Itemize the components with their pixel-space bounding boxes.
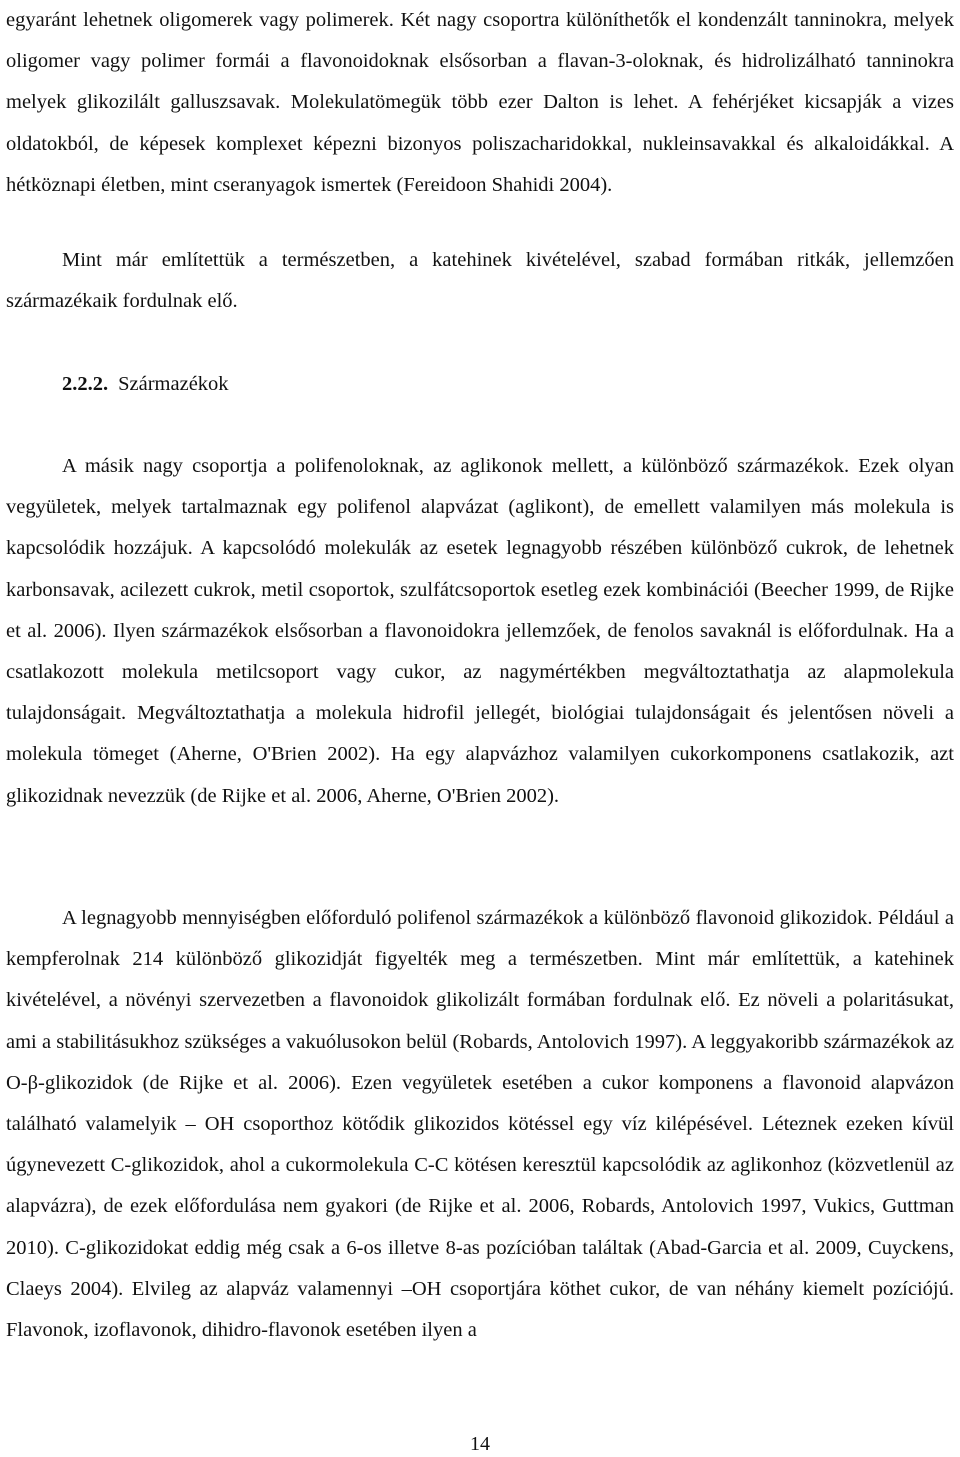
section-heading	[62, 366, 229, 402]
section-title: Származékok	[118, 373, 229, 395]
body-paragraph-glycosides: A legnagyobb mennyiségben előforduló polifenol származékok a különböző flavonoid glikozidok. Például a kempferolnak 214 különböző glikozidját figyelték meg a természetben. Mint már említettük, a katehinek kivételével, a növényi szervezetben a flavonoidok glikolizált formában fordulnak elő. Ez növeli a polaritásukat, ami a stabilitásukhoz szükséges a vakuólusokon belül (Robards, Antolovich 1997). A leggyakoribb származékok az O-β-glikozidok (de Rijke et al. 2006). Ezen vegyületek esetében a cukor komponens a flavonoid alapvázon található valamelyik – OH csoporthoz kötődik glikozidos kötéssel egy víz kilépésével. Léteznek ezeken kívül úgynevezett C-glikozidok, ahol a cukormolekula C-C kötésen keresztül kapcsolódik az aglikonhoz (közvetlenül az alapvázra), de ezek előfordulása nem gyakori (de Rijke et al. 2006, Robards, Antolovich 1997, Vukics, Guttman 2010). C-glikozidokat eddig még csak a 6-os illetve 8-as pozícióban találtak (Abad-Garcia et al. 2009, Cuyckens, Claeys 2004). Elvileg az alapváz valamennyi –OH csoportjára köthet cukor, de van néhány kiemelt pozíciójú. Flavonok, izoflavonok, dihidro-flavonok esetében ilyen a	[6, 907, 954, 1342]
body-paragraph-tannins: egyaránt lehetnek oligomerek vagy polimerek. Két nagy csoportra különíthetők el kondenzált tanninokra, melyek oligomer vagy polimer formái a flavonoidoknak elsősorban a flavan-3-oloknak, és hidrolizálható tanninokra melyek glikozilált galluszsavak. Molekulatömegük több ezer Dalton is lehet. A fehérjéket kicsapják a vizes oldatokból, de képesek komplexet képezni bizonyos poliszacharidokkal, nukleinsavakkal és alkaloidákkal. A hétköznapi életben, mint cseranyagok ismertek (Fereidoon Shahidi 2004).	[6, 9, 954, 196]
body-paragraph-derivatives: A másik nagy csoportja a polifenoloknak, az aglikonok mellett, a különböző származékok. Ezek olyan vegyületek, melyek tartalmaznak egy polifenol alapvázat (aglikont), de emellett valamilyen más molekula is kapcsolódik hozzájuk. A kapcsolódó molekulák az esetek legnagyobb részében különböző cukrok, de lehetnek karbonsavak, acilezett cukrok, metil csoportok, szulfátcsoportok esetleg ezek kombinációi (Beecher 1999, de Rijke et al. 2006). Ilyen származékok elsősorban a flavonoidokra jellemzőek, de fenolos savaknál is előfordulnak. Ha a csatlakozott molekula metilcsoport vagy cukor, az nagymértékben megváltoztathatja az alapmolekula tulajdonságait. Megváltoztathatja a molekula hidrofil jellegét, biológiai tulajdonságait és jelentősen növeli a molekula tömeget (Aherne, O'Brien 2002). Ha egy alapvázhoz valamilyen cukorkomponens csatlakozik, azt glikozidnak nevezzük (de Rijke et al. 2006, Aherne, O'Brien 2002).	[6, 455, 954, 807]
section-number: 2.2.2.	[62, 373, 109, 395]
page-number: 14	[470, 1433, 490, 1455]
body-paragraph-catechins: Mint már említettük a természetben, a katehinek kivételével, szabad formában ritkák, jellemzően származékaik fordulnak elő.	[6, 249, 954, 313]
